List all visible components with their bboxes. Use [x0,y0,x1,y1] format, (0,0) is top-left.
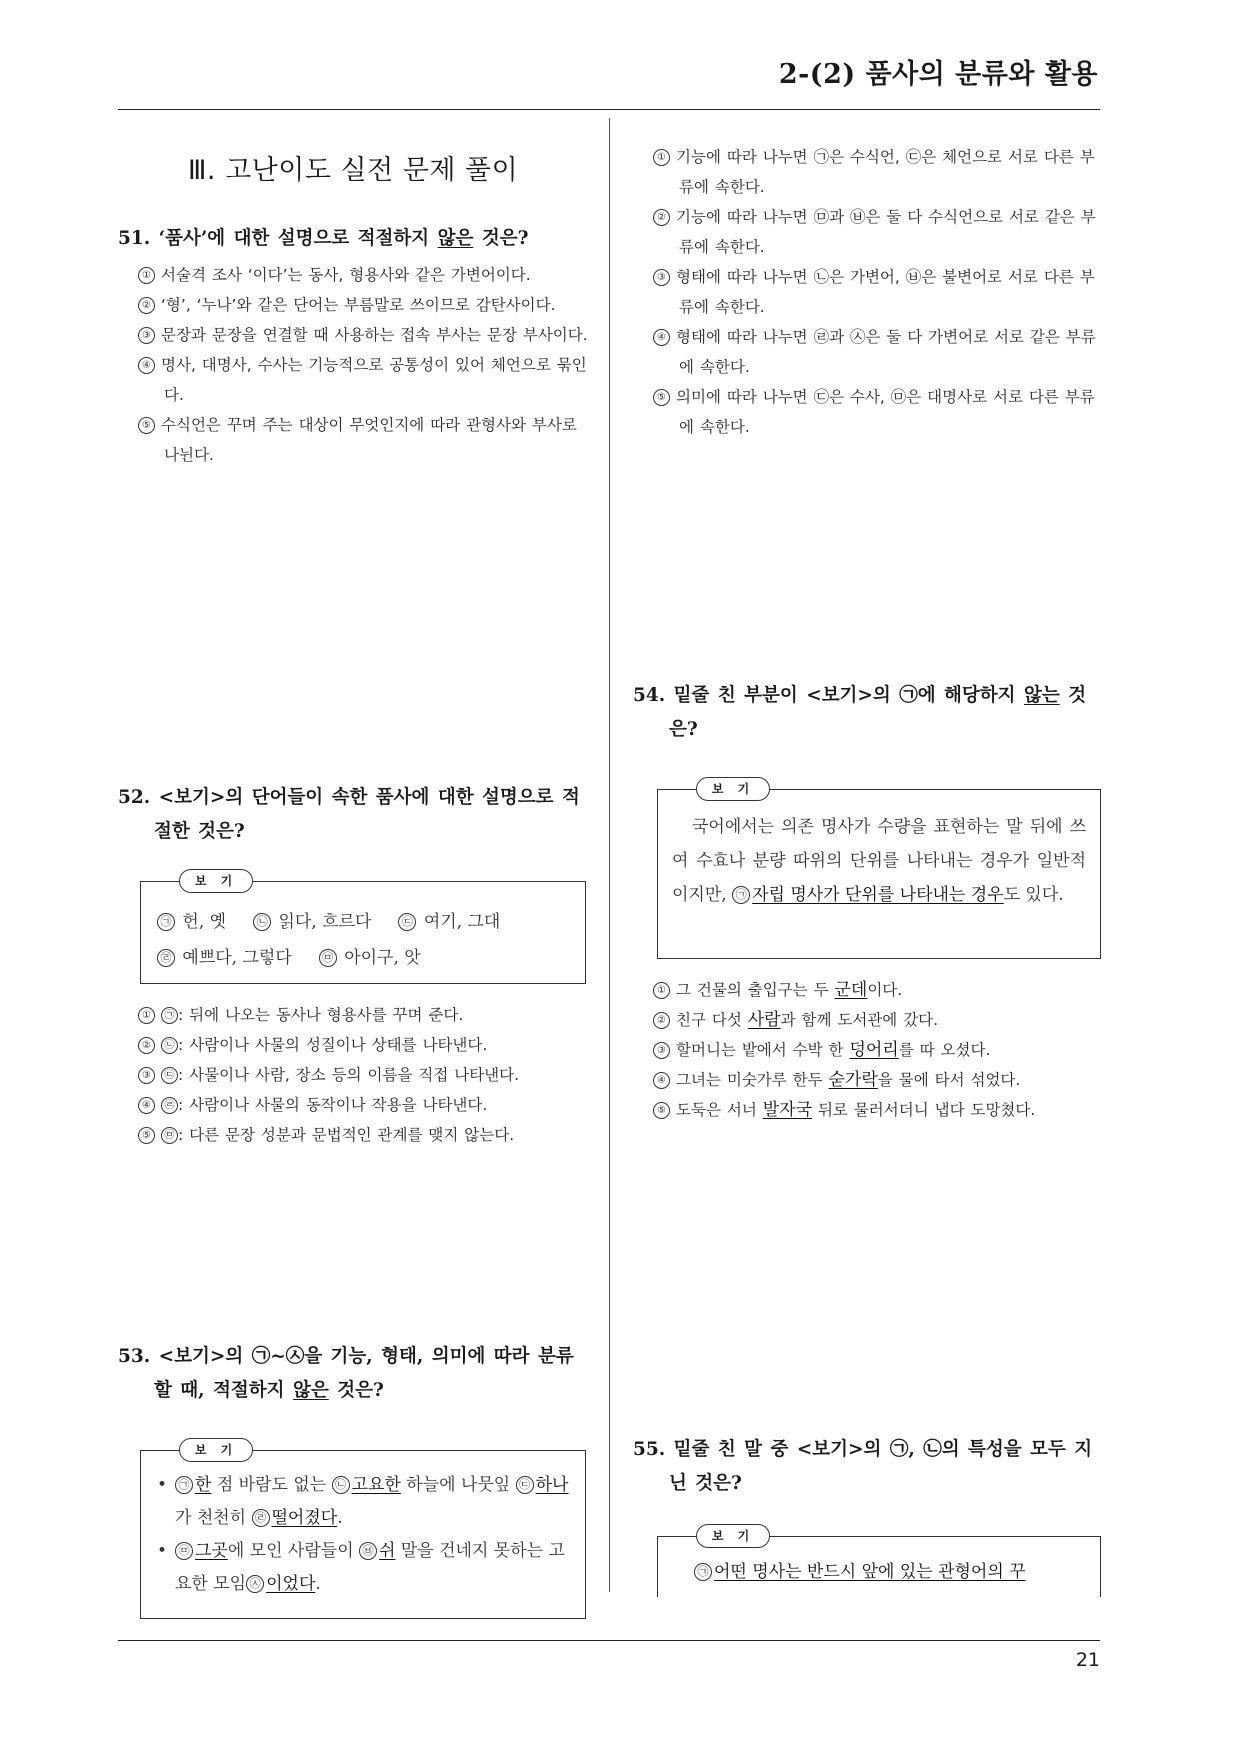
bogi-label: 보 기 [696,777,770,801]
choice-list [118,1000,588,1150]
bogi-label: 보 기 [696,1524,770,1548]
choice-4[interactable]: ④ 명사, 대명사, 수사는 기능적으로 공통성이 있어 체언으로 묶인다. [118,350,588,410]
choice-mark: ④ [138,1097,155,1114]
question-stem [118,1340,588,1408]
choice-mark: ② [138,1037,155,1054]
question-55 [633,1433,1103,1501]
choice-2[interactable]: ② ㉡ : 사람이나 사물의 성질이나 상태를 나타낸다. [118,1030,588,1060]
bogi-line: • ㉠ 한 점 바람도 없는 ㉡ 고요한 하늘에 나뭇잎 ㉢ 하나가 천천히 ㉣ 떨어졌다. [155,1469,571,1535]
choice-1[interactable]: ① 서술격 조사 ‘이다’는 동사, 형용사와 같은 가변어이다. [118,260,588,290]
bogi-content [141,882,585,976]
choice-2[interactable]: ② 친구 다섯 사람과 함께 도서관에 갔다. [633,1005,1103,1035]
choice-mark: ③ [653,269,670,286]
key-mark: ㉢ [398,913,416,931]
choice-4[interactable]: ④ ㉣ : 사람이나 사물의 동작이나 작용을 나타낸다. [118,1090,588,1120]
question-number: 53. [118,1346,151,1367]
choice-mark: ④ [138,357,155,374]
bogi-content: ㉠ 어떤 명사는 반드시 앞에 있는 관형어의 꾸 [658,1537,1100,1587]
question-54 [633,679,1103,1125]
choice-list [118,260,588,470]
choice-1[interactable]: ① ㉠ : 뒤에 나오는 동사나 형용사를 꾸며 준다. [118,1000,588,1030]
question-stem [118,222,588,256]
choice-mark: ⑤ [138,417,155,434]
question-number: 51. [118,228,151,249]
choice-5[interactable]: ⑤ 의미에 따라 나누면 ㉢은 수사, ㉤은 대명사로 서로 다른 부류에 속한다. [633,382,1103,442]
stem-emphasis: 않은 [437,228,474,249]
stem-text: 밑줄 친 부분이 <보기>의 ㉠에 해당하지 [673,685,1016,706]
bogi-line: ㉣ 예쁘다, 그렇다 ㉤ 아이구, 앗 [157,940,585,976]
question-stem [118,781,588,849]
stem-text: <보기>의 ㉠~㉦을 기능, 형태, 의미에 따라 분류할 때, 적절하지 [154,1346,574,1401]
choice-3[interactable]: ③ ㉢ : 사물이나 사람, 장소 등의 이름을 직접 나타낸다. [118,1060,588,1090]
choice-1[interactable]: ① 기능에 따라 나누면 ㉠은 수식언, ㉢은 체언으로 서로 다른 부류에 속한다. [633,142,1103,202]
question-number: 55. [633,1439,666,1460]
choice-mark: ① [138,267,155,284]
choice-3[interactable]: ③ 문장과 문장을 연결할 때 사용하는 접속 부사는 문장 부사이다. [118,320,588,350]
question-51 [118,222,588,470]
bogi-content: 국어에서는 의존 명사가 수량을 표현하는 말 뒤에 쓰여 수효나 분량 따위의 단위를 나타내는 경우가 일반적이지만, ㉠ 자립 명사가 단위를 나타내는 경우도 있다. [672,817,1086,905]
choice-mark: ④ [653,1072,670,1089]
choice-3[interactable]: ③ 할머니는 밭에서 수박 한 덩어리를 따 오셨다. [633,1035,1103,1065]
choice-list [633,975,1103,1125]
choice-2[interactable]: ② ‘형’, ‘누나’와 같은 단어는 부름말로 쓰이므로 감탄사이다. [118,290,588,320]
question-number: 52. [118,787,151,808]
choice-4[interactable]: ④ 형태에 따라 나누면 ㉣과 ㉦은 둘 다 가변어로 서로 같은 부류에 속한다. [633,322,1103,382]
key-mark: ㉣ [157,949,175,967]
choice-5[interactable]: ⑤ ㉤ : 다른 문장 성분과 문법적인 관계를 맺지 않는다. [118,1120,588,1150]
stem-emphasis: 않은 [293,1380,329,1401]
choice-mark: ① [138,1007,155,1024]
choice-mark: ⑤ [653,1102,670,1119]
question-53-choices [633,142,1103,442]
section-title: Ⅲ. 고난이도 실전 문제 풀이 [187,155,519,186]
stem-text: 밑줄 친 말 중 <보기>의 ㉠, ㉡의 특성을 모두 지닌 것은? [669,1439,1093,1494]
bogi-box [657,782,1101,959]
stem-text: ‘품사’에 대한 설명으로 적절하지 [158,228,430,249]
bogi-line: ㉠ 헌, 옛 ㉡ 읽다, 흐르다 ㉢ 여기, 그대 [157,904,585,940]
choice-mark: ② [138,297,155,314]
choice-4[interactable]: ④ 그녀는 미숫가루 한두 숟가락을 물에 타서 섞었다. [633,1065,1103,1095]
choice-mark: ⑤ [138,1127,155,1144]
stem-text: <보기>의 단어들이 속한 품사에 대한 설명으로 적절한 것은? [154,787,580,842]
bogi-label: 보 기 [179,1438,253,1462]
choice-1[interactable]: ① 그 건물의 출입구는 두 군데이다. [633,975,1103,1005]
stem-text: 것은? [481,228,529,249]
choice-mark: ④ [653,329,670,346]
header-rule [118,109,1100,110]
stem-emphasis: 않는 [1024,685,1060,706]
question-number: 54. [633,685,666,706]
key-mark: ㉤ [319,949,337,967]
stem-text: 것은? [669,685,1087,740]
question-53 [118,1340,588,1619]
bogi-content [141,1451,585,1601]
page-number: 21 [1075,1649,1100,1671]
bogi-box [140,1443,586,1619]
choice-mark: ③ [138,1067,155,1084]
bogi-box [140,874,586,984]
question-stem [633,1433,1103,1501]
question-52 [118,781,588,1150]
key-mark: ㉠ [157,913,175,931]
choice-mark: ⑤ [653,389,670,406]
choice-3[interactable]: ③ 형태에 따라 나누면 ㉡은 가변어, ㉥은 불변어로 서로 다른 부류에 속한다. [633,262,1103,322]
choice-5[interactable]: ⑤ 도둑은 서너 발자국 뒤로 물러서더니 냅다 도망쳤다. [633,1095,1103,1125]
choice-mark: ① [653,982,670,999]
q55-bogi-box [657,1529,1101,1597]
choice-2[interactable]: ② 기능에 따라 나누면 ㉤과 ㉥은 둘 다 수식언으로 서로 같은 부류에 속한다. [633,202,1103,262]
choice-mark: ② [653,209,670,226]
bogi-label: 보 기 [179,869,253,893]
page-header-title: 2-(2) 품사의 분류와 활용 [778,59,1098,90]
choice-mark: ③ [653,1042,670,1059]
choice-mark: ③ [138,327,155,344]
choice-5[interactable]: ⑤ 수식언은 꾸며 주는 대상이 무엇인지에 따라 관형사와 부사로 나뉜다. [118,410,588,470]
choice-mark: ② [653,1012,670,1029]
key-mark: ㉠ [732,886,750,904]
key-mark: ㉡ [253,913,271,931]
footer-rule [118,1640,1100,1641]
choice-mark: ① [653,149,670,166]
column-divider [609,118,610,1592]
question-stem [633,679,1103,747]
stem-text: 것은? [337,1380,384,1401]
bogi-line: • ㉤ 그곳에 모인 사람들이 ㉥ 쉬 말을 건네지 못하는 고요한 모임 ㉦ 이었다. [155,1535,571,1601]
key-mark: ㉠ [694,1563,712,1581]
